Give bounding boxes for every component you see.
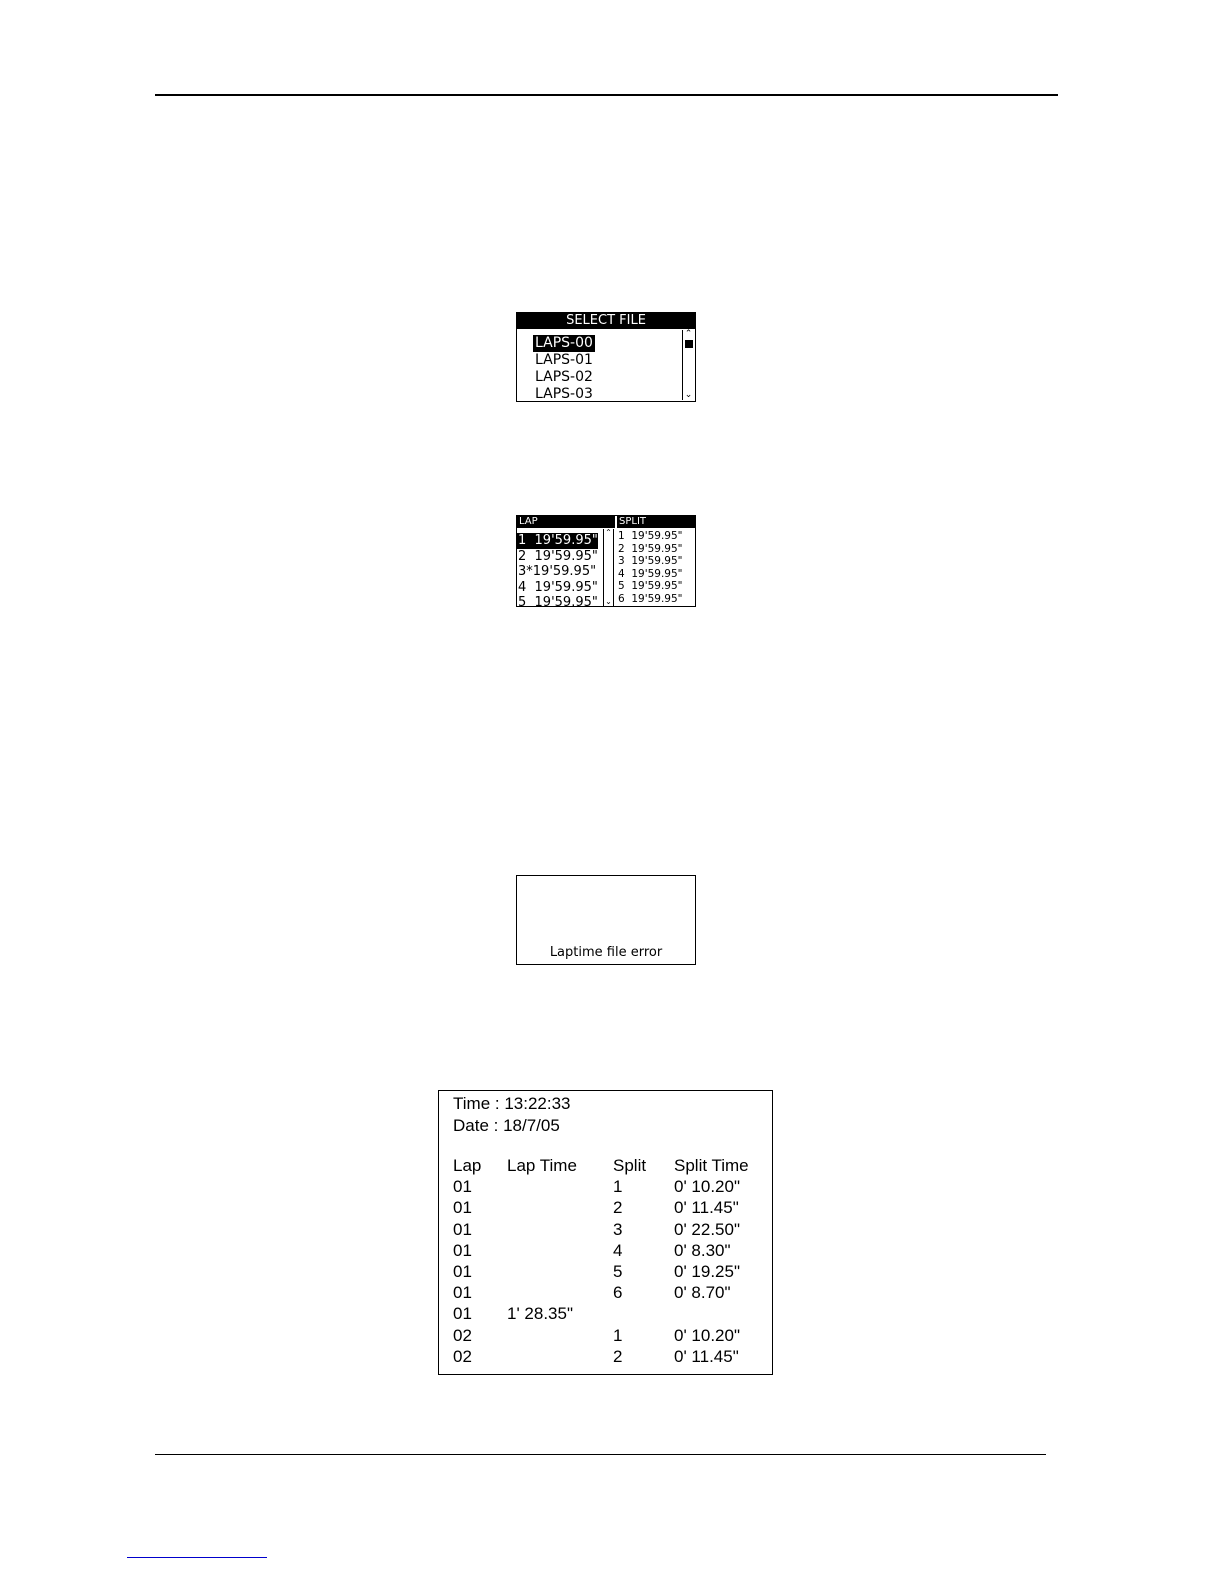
select-file-title: SELECT FILE <box>517 313 695 329</box>
cell-lap-time <box>505 1325 611 1346</box>
cell-split: 6 <box>613 1283 623 1303</box>
cell-lap: 01 <box>453 1304 472 1324</box>
cell-split: 2 <box>613 1198 623 1218</box>
file-item[interactable]: LAPS-02 <box>535 369 593 385</box>
cell-split-time <box>672 1303 766 1324</box>
cell-split-time: 0' 19.25" <box>674 1262 740 1282</box>
cell-split: 1 <box>613 1325 623 1345</box>
cell-lap-time <box>505 1219 611 1240</box>
cell-split <box>611 1303 672 1324</box>
table-row <box>451 1176 766 1197</box>
cell-split-time: 0' 8.30" <box>674 1240 731 1260</box>
cell-lap-time: 1' 28.35" <box>507 1304 573 1324</box>
cell-split-time: 0' 10.20" <box>674 1177 740 1197</box>
cell-split-time: 0' 11.45" <box>674 1198 739 1218</box>
cell-lap-time <box>505 1261 611 1282</box>
cell-lap: 01 <box>453 1283 472 1303</box>
file-item[interactable]: LAPS-00 <box>535 335 593 351</box>
cell-lap: 02 <box>453 1346 472 1366</box>
table-row <box>451 1303 766 1324</box>
lap-item[interactable]: 4 19'59.95" <box>518 579 598 595</box>
split-item: 3 19'59.95" <box>618 555 683 568</box>
split-column-header: SPLIT <box>617 516 695 528</box>
file-list-scrollbar[interactable] <box>682 330 694 400</box>
cell-lap-time <box>505 1282 611 1303</box>
table-row <box>451 1261 766 1282</box>
cell-lap: 01 <box>453 1219 472 1239</box>
chevron-up-icon[interactable]: ⌃ <box>605 528 612 537</box>
lap-item[interactable]: 5 19'59.95" <box>518 595 598 610</box>
cell-split-time: 0' 10.20" <box>674 1325 740 1345</box>
lap-item[interactable]: 2 19'59.95" <box>518 548 598 564</box>
file-list <box>533 332 595 403</box>
error-message: Laptime file error <box>549 945 663 960</box>
laptime-table <box>451 1155 766 1367</box>
cell-lap-time <box>505 1197 611 1218</box>
cell-split: 2 <box>613 1346 623 1366</box>
lap-list-scrollbar[interactable] <box>603 529 614 606</box>
time-line: Time : 13:22:33 <box>453 1094 571 1113</box>
cell-lap-time <box>505 1240 611 1261</box>
chevron-down-icon[interactable]: ⌄ <box>605 597 612 606</box>
file-item[interactable]: LAPS-03 <box>535 386 593 402</box>
table-row <box>451 1346 766 1367</box>
table-row <box>451 1325 766 1346</box>
cell-split: 3 <box>613 1219 623 1239</box>
table-row <box>451 1219 766 1240</box>
footer-link-underline[interactable] <box>127 1557 267 1558</box>
lap-item[interactable]: 1 19'59.95" <box>518 533 598 548</box>
cell-split-time: 0' 22.50" <box>674 1219 740 1239</box>
cell-lap-time <box>505 1346 611 1367</box>
cell-split: 1 <box>613 1177 623 1197</box>
select-file-screen <box>516 312 696 402</box>
table-header-row <box>451 1155 766 1176</box>
lap-list <box>517 529 598 611</box>
cell-lap: 01 <box>453 1240 472 1260</box>
lap-column-header: LAP <box>517 516 615 528</box>
lap-split-screen <box>516 515 696 610</box>
cell-lap: 01 <box>453 1262 472 1282</box>
cell-split: 5 <box>613 1262 623 1282</box>
column-header-split: Split <box>613 1156 647 1175</box>
cell-lap: 01 <box>453 1198 472 1218</box>
split-item: 5 19'59.95" <box>618 580 683 593</box>
split-item: 6 19'59.95" <box>618 592 683 605</box>
split-item: 1 19'59.95" <box>618 530 683 542</box>
cell-split-time: 0' 8.70" <box>674 1283 731 1303</box>
cell-split: 4 <box>613 1240 623 1260</box>
cell-lap: 02 <box>453 1325 472 1345</box>
table-row <box>451 1282 766 1303</box>
laptime-file-printout <box>438 1090 773 1375</box>
column-header-split-time: Split Time <box>674 1156 749 1175</box>
header-rule <box>155 94 1058 96</box>
split-item: 4 19'59.95" <box>618 567 683 580</box>
scroll-thumb[interactable] <box>685 340 693 348</box>
table-row <box>451 1197 766 1218</box>
table-row <box>451 1240 766 1261</box>
cell-lap: 01 <box>453 1177 472 1197</box>
chevron-up-icon[interactable]: ⌃ <box>684 329 693 339</box>
file-meta <box>453 1093 571 1136</box>
lap-item[interactable]: 3*19'59.95" <box>518 564 597 579</box>
cell-lap-time <box>505 1176 611 1197</box>
cell-split-time: 0' 11.45" <box>674 1346 739 1366</box>
footer-rule <box>155 1454 1046 1455</box>
split-item: 2 19'59.95" <box>618 542 683 555</box>
column-header-lap-time: Lap Time <box>507 1156 577 1175</box>
date-line: Date : 18/7/05 <box>453 1115 560 1135</box>
file-item[interactable]: LAPS-01 <box>535 352 593 368</box>
split-list <box>618 530 683 606</box>
chevron-down-icon[interactable]: ⌄ <box>684 390 693 400</box>
column-header-lap: Lap <box>453 1156 482 1175</box>
error-screen <box>516 875 696 965</box>
